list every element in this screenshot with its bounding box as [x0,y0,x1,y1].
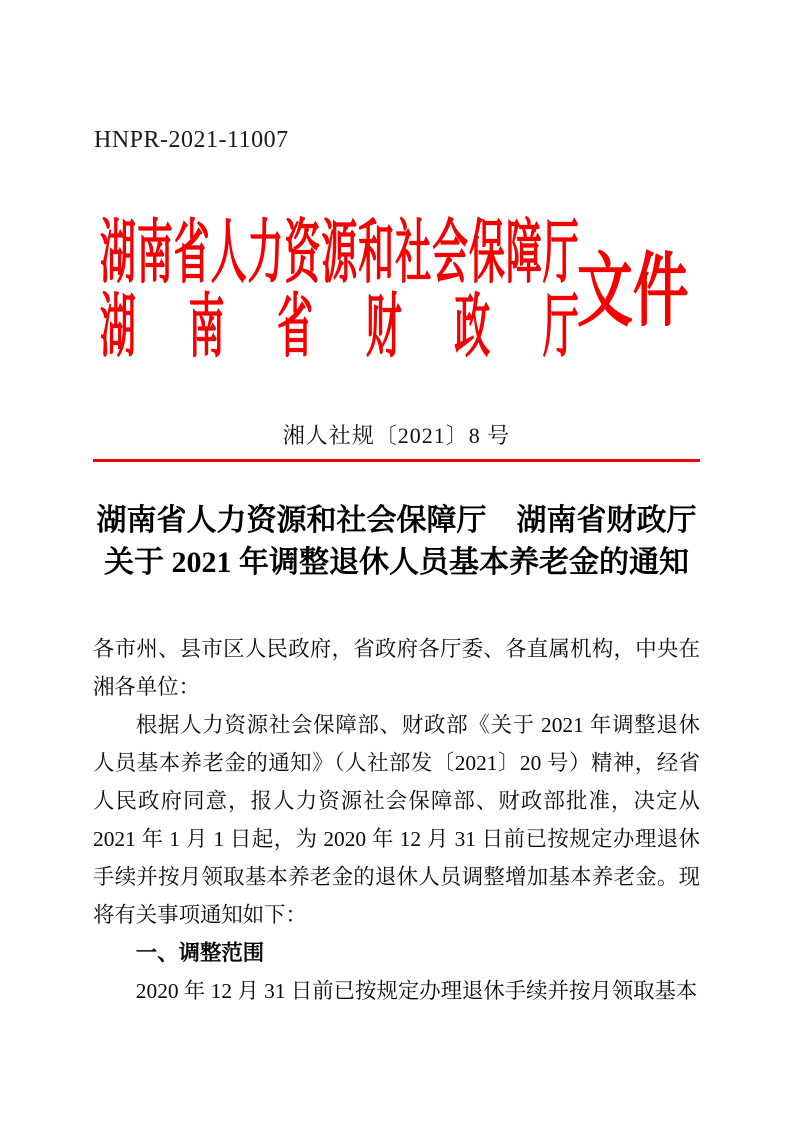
letterhead-document-suffix: 文件 [577,248,689,337]
section-1-paragraph: 2020 年 12 月 31 日前已按规定办理退休手续并按月领取基本 [135,979,698,1003]
document-title-line1: 湖南省人力资源和社会保障厅 湖南省财政厅 [96,504,697,537]
intro-paragraph: 根据人力资源社会保障部、财政部《关于 2021 年调整退休人员基本养老金的通知》（人社部发〔2021〕20 号）精神，经省人民政府同意，报人力资源社会保障部、财政部批准，决定从 2021 年 1 月 1 日起，为 2020 年 12 月 31 日前已按规定办理退休手续并按月领取基本养老金的退休人员调整增加基本养老金。现将有关事项通知如下： [93,713,700,927]
archival-code: HNPR-2021-11007 [94,127,289,153]
document-title-line2: 关于 2021 年调整退休人员基本养老金的通知 [104,546,689,579]
red-letterhead [100,218,579,367]
document-body [93,630,700,1010]
letterhead-agency-line2: 湖 南 省 财 政 厅 [100,290,579,367]
letterhead-agency-line1: 湖 南 省 人 力 资 源 和 社 会 保 障 厅 [100,216,579,293]
document-title [0,500,793,584]
salutation-paragraph: 各市州、县市区人民政府，省政府各厅委、各直属机构，中央在湘各单位： [93,637,700,699]
document-number: 湘人社规〔2021〕8 号 [282,423,511,448]
red-divider-line [93,459,700,462]
section-1-heading: 一、调整范围 [135,941,265,965]
